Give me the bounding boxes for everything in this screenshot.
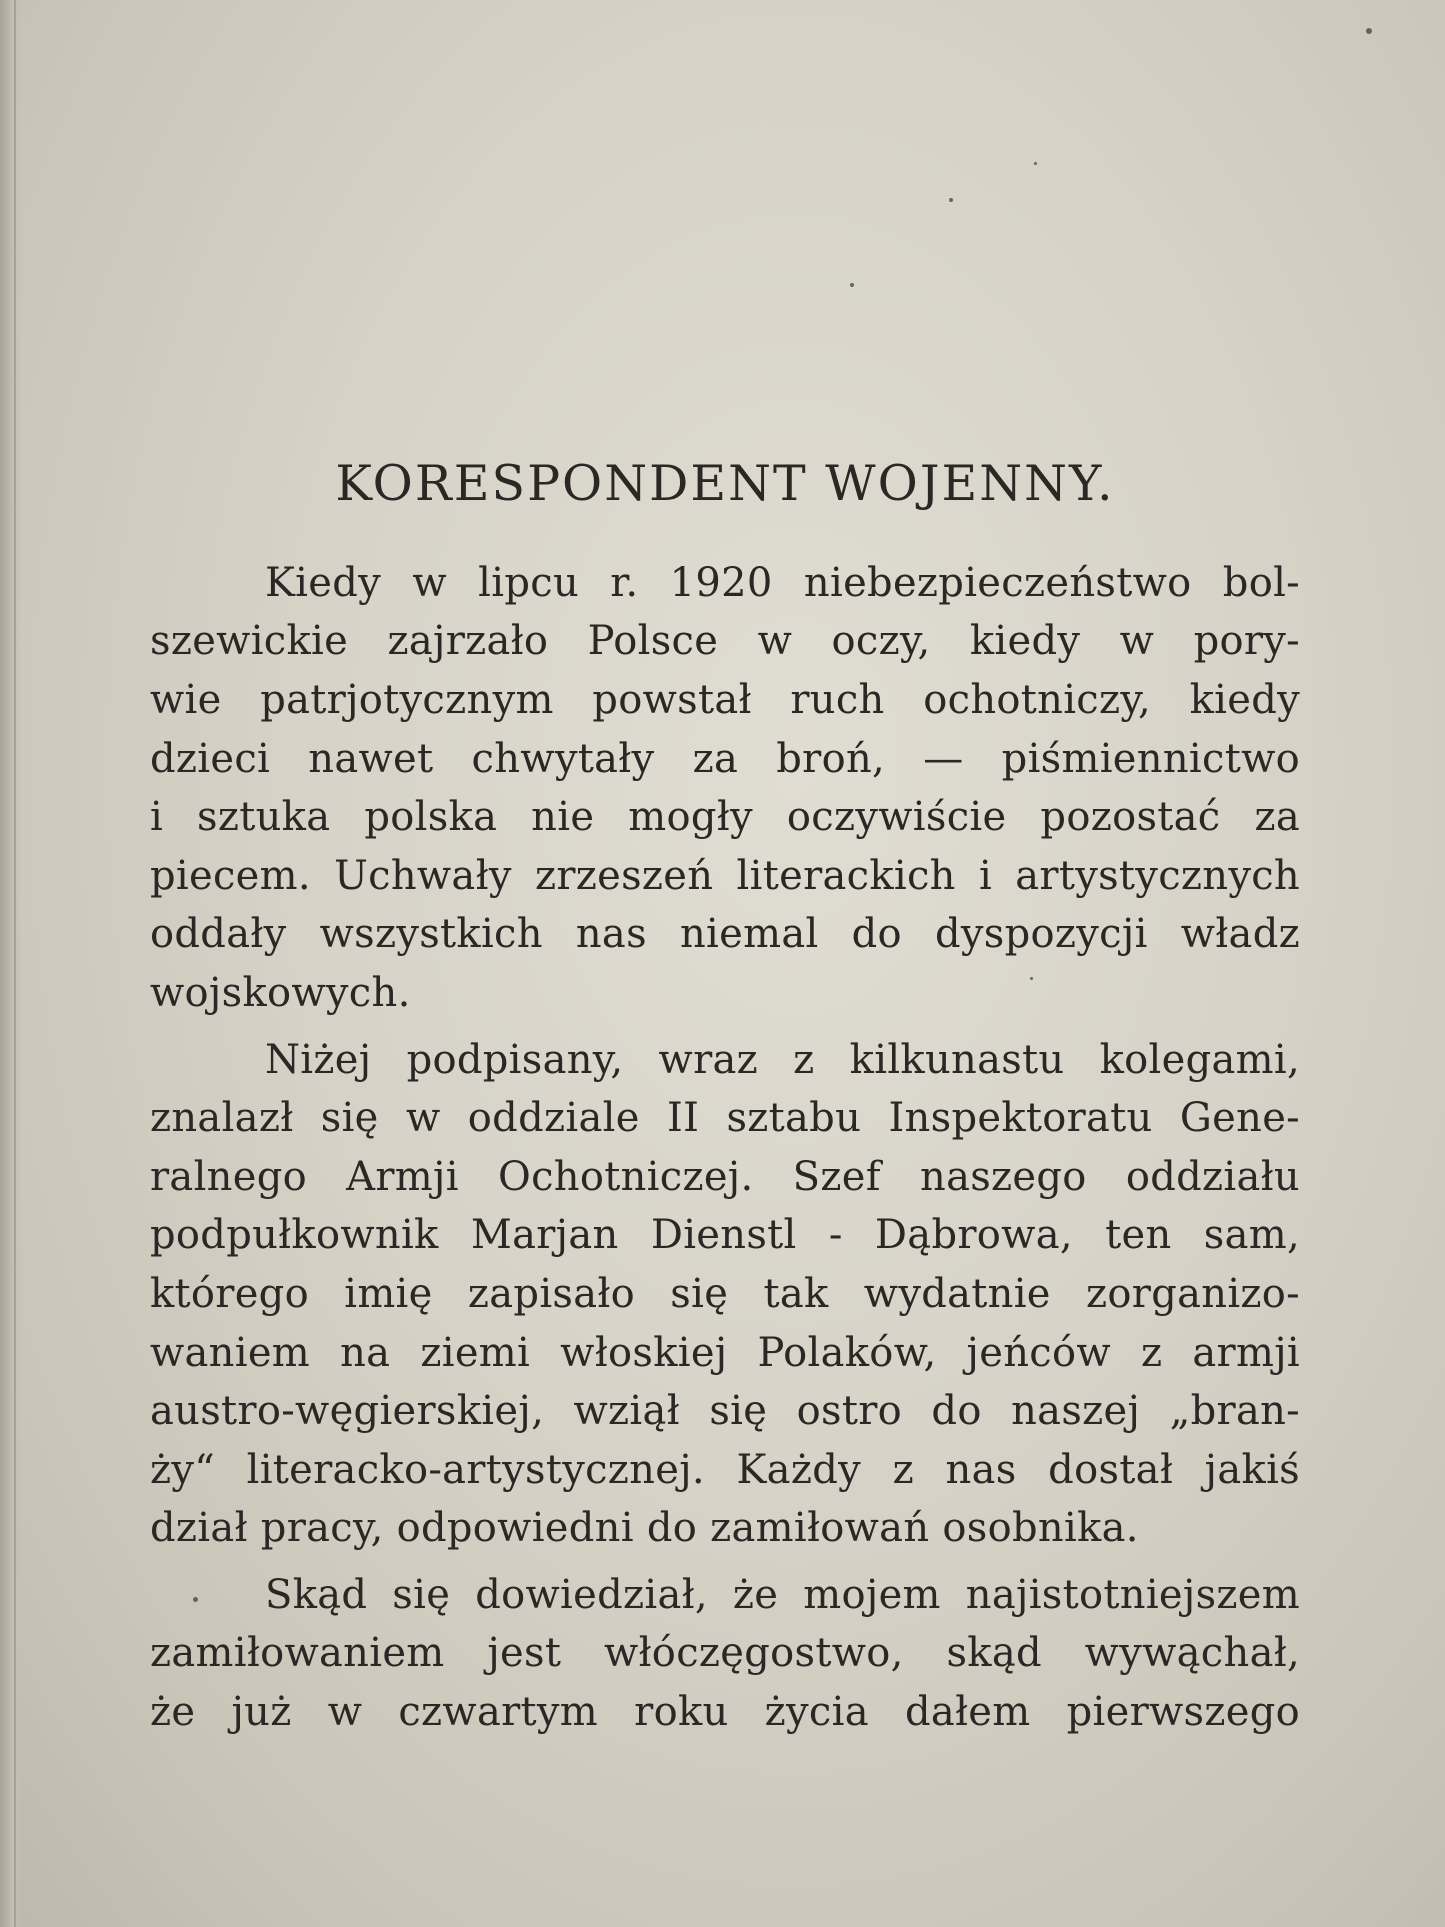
page-spine-shadow	[0, 0, 22, 1927]
speck	[949, 198, 953, 202]
text-line: znalazł się w oddziale II sztabu Inspektoratu Gene-	[150, 1095, 1300, 1142]
text-line: podpułkownik Marjan Dienstl - Dąbrowa, ten sam,	[150, 1212, 1300, 1259]
text-line: Kiedy w lipcu r. 1920 niebezpieczeństwo bol-	[265, 559, 1300, 606]
text-line: wie patrjotycznym powstał ruch ochotniczy, kiedy	[150, 676, 1300, 723]
text-line: Skąd się dowiedział, że mojem najistotniejszem	[265, 1571, 1300, 1618]
text-line: piecem. Uchwały zrzeszeń literackich i artystycznych	[150, 852, 1300, 899]
text-line: którego imię zapisało się tak wydatnie zorganizo-	[150, 1270, 1300, 1317]
text-line: że już w czwartym roku życia dałem pierwszego	[150, 1689, 1300, 1736]
speck	[1034, 162, 1037, 165]
chapter-title: KORESPONDENT WOJENNY.	[335, 455, 1115, 512]
text-line: wojskowych.	[150, 969, 411, 1016]
paragraph-1	[150, 554, 1300, 1023]
text-line: waniem na ziemi włoskiej Polaków, jeńców z armji	[150, 1329, 1300, 1376]
paragraph-3	[150, 1566, 1300, 1742]
speck	[850, 283, 854, 287]
text-line: ży“ literacko-artystycznej. Każdy z nas dostał jakiś	[150, 1446, 1300, 1493]
text-line: szewickie zajrzało Polsce w oczy, kiedy w pory-	[150, 618, 1300, 665]
speck	[1366, 28, 1372, 34]
text-line: ralnego Armji Ochotniczej. Szef naszego oddziału	[150, 1153, 1300, 1200]
text-line: i sztuka polska nie mogły oczywiście pozostać za	[150, 794, 1300, 841]
text-line: dzieci nawet chwytały za broń, — piśmiennictwo	[150, 735, 1300, 782]
text-line: zamiłowaniem jest włóczęgostwo, skąd wywąchał,	[150, 1630, 1300, 1677]
text-block	[150, 455, 1300, 1750]
paragraph-2	[150, 1031, 1300, 1558]
text-line: Niżej podpisany, wraz z kilkunastu kolegami,	[265, 1036, 1300, 1083]
text-line: dział pracy, odpowiedni do zamiłowań osobnika.	[150, 1505, 1139, 1552]
page-spine-line	[14, 0, 16, 1927]
text-line: oddały wszystkich nas niemal do dyspozycji władz	[150, 911, 1300, 958]
text-line: austro-węgierskiej, wziął się ostro do naszej „bran-	[150, 1388, 1300, 1435]
